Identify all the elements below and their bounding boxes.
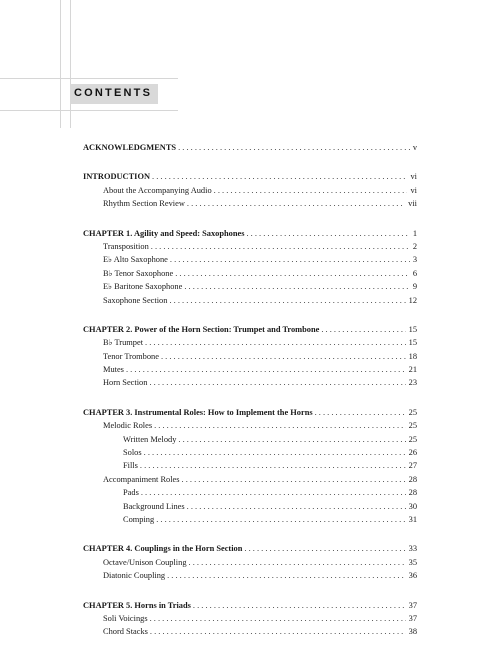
margin-rule-bottom <box>0 110 178 111</box>
toc-entry-page: 18 <box>408 351 417 361</box>
margin-rule-right <box>70 0 71 128</box>
toc-entry-title: Written Melody <box>123 434 177 444</box>
dot-leader <box>154 419 406 432</box>
toc-section <box>83 406 417 527</box>
toc-entry-page: 25 <box>408 407 417 417</box>
toc-entry-page: 6 <box>412 268 417 278</box>
toc-entry[interactable] <box>83 350 417 363</box>
dot-leader <box>193 599 406 612</box>
toc-entry-page: vii <box>408 199 417 209</box>
toc-entry-title: Transposition <box>103 241 149 251</box>
toc-chapter-entry[interactable] <box>83 406 417 419</box>
toc-entry-title: INTRODUCTION <box>83 172 151 182</box>
toc-entry-title: Fills <box>123 461 138 471</box>
toc-entry-title: Rhythm Section Review <box>103 199 185 209</box>
toc-entry[interactable] <box>83 446 417 459</box>
toc-entry[interactable] <box>83 240 417 253</box>
toc-entry-title: CHAPTER 2. Power of the Horn Section: Trumpet and Trombone <box>83 324 320 334</box>
toc-entry-page: 25 <box>408 421 417 431</box>
margin-rule-left <box>60 0 61 128</box>
toc-entry[interactable] <box>83 267 417 280</box>
toc-entry-page: 23 <box>408 378 417 388</box>
toc-entry-page: 31 <box>408 514 417 524</box>
toc-section <box>83 170 417 210</box>
toc-entry[interactable] <box>83 336 417 349</box>
toc-entry-page: 35 <box>408 557 417 567</box>
toc-entry-title: CHAPTER 3. Instrumental Roles: How to Implement the Horns <box>83 407 313 417</box>
toc-entry-page: 37 <box>408 613 417 623</box>
dot-leader <box>126 363 406 376</box>
toc-entry-title: B♭ Tenor Saxophone <box>103 268 174 278</box>
dot-leader <box>141 486 406 499</box>
toc-entry-page: 3 <box>412 255 417 265</box>
toc-entry-title: Solos <box>123 448 142 458</box>
toc-entry-title: E♭ Baritone Saxophone <box>103 282 183 292</box>
toc-entry[interactable] <box>83 612 417 625</box>
dot-leader <box>244 542 405 555</box>
toc-entry-title: Soli Voicings <box>103 613 148 623</box>
dot-leader <box>144 446 406 459</box>
toc-entry[interactable] <box>83 625 417 638</box>
toc-entry-page: 33 <box>408 544 417 554</box>
dot-leader <box>145 336 406 349</box>
toc-entry-page: 28 <box>408 474 417 484</box>
toc-entry-title: Melodic Roles <box>103 421 153 431</box>
toc-chapter-entry[interactable] <box>83 227 417 240</box>
toc-entry-page: 28 <box>408 488 417 498</box>
toc-chapter-entry[interactable] <box>83 542 417 555</box>
toc-chapter-entry[interactable] <box>83 141 417 154</box>
toc-section <box>83 141 417 154</box>
toc-entry[interactable] <box>83 513 417 526</box>
toc-entry-page: 26 <box>408 448 417 458</box>
toc-entry-page: 27 <box>408 461 417 471</box>
toc-entry-title: CHAPTER 5. Horns in Triads <box>83 600 191 610</box>
toc-entry-page: 9 <box>412 282 417 292</box>
toc-entry-page: 30 <box>408 501 417 511</box>
toc-entry[interactable] <box>83 253 417 266</box>
toc-entry-page: 1 <box>412 228 417 238</box>
toc-entry-title: Saxophone Section <box>103 295 168 305</box>
toc-entry-title: Diatonic Coupling <box>103 571 166 581</box>
toc-entry-title: Mutes <box>103 365 124 375</box>
toc-entry-title: Accompaniment Roles <box>103 474 180 484</box>
toc-chapter-entry[interactable] <box>83 323 417 336</box>
toc-entry-page: 15 <box>408 338 417 348</box>
toc-entry-title: About the Accompanying Audio <box>103 185 212 195</box>
toc-entry-page: vi <box>410 172 417 182</box>
dot-leader <box>178 141 410 154</box>
dot-leader <box>315 406 406 419</box>
toc-entry-title: B♭ Trumpet <box>103 338 144 348</box>
dot-leader <box>178 433 405 446</box>
dot-leader <box>151 240 410 253</box>
toc-entry-page: 38 <box>408 627 417 637</box>
toc-entry[interactable] <box>83 419 417 432</box>
margin-rule-top <box>0 78 178 79</box>
toc-entry-title: Pads <box>123 488 139 498</box>
dot-leader <box>321 323 405 336</box>
toc-section <box>83 542 417 582</box>
dot-leader <box>167 569 406 582</box>
toc-chapter-entry[interactable] <box>83 599 417 612</box>
dot-leader <box>187 500 406 513</box>
toc-entry-page: v <box>412 143 417 152</box>
dot-leader <box>149 376 405 389</box>
toc-entry-title: CHAPTER 4. Couplings in the Horn Section <box>83 544 243 554</box>
dot-leader <box>246 227 409 240</box>
dot-leader <box>175 267 410 280</box>
dot-leader <box>150 612 406 625</box>
toc-entry-title: E♭ Alto Saxophone <box>103 255 168 265</box>
dot-leader <box>182 473 406 486</box>
toc-entry[interactable] <box>83 184 417 197</box>
toc-entry[interactable] <box>83 569 417 582</box>
dot-leader <box>187 197 405 210</box>
toc-entry-page: 21 <box>408 365 417 375</box>
toc-entry[interactable] <box>83 459 417 472</box>
toc-entry[interactable] <box>83 280 417 293</box>
toc-entry-page: 15 <box>408 324 417 334</box>
toc-entry-page: 25 <box>408 434 417 444</box>
dot-leader <box>184 280 410 293</box>
toc-entry-page: 37 <box>408 600 417 610</box>
toc-entry-title: Octave/Unison Coupling <box>103 557 187 567</box>
toc-entry-title: ACKNOWLEDGMENTS <box>83 143 177 152</box>
dot-leader <box>152 170 407 183</box>
dot-leader <box>189 556 406 569</box>
toc-entry-title: Background Lines <box>123 501 185 511</box>
dot-leader <box>169 294 405 307</box>
toc-entry[interactable] <box>83 473 417 486</box>
toc-entry[interactable] <box>83 433 417 446</box>
toc-entry-title: Comping <box>123 514 155 524</box>
toc-entry[interactable] <box>83 363 417 376</box>
toc-entry-page: 12 <box>408 295 417 305</box>
toc-section <box>83 599 417 639</box>
toc-entry-title: Tenor Trombone <box>103 351 159 361</box>
contents-heading: CONTENTS <box>74 87 153 99</box>
dot-leader <box>161 350 406 363</box>
dot-leader <box>140 459 406 472</box>
toc-entry[interactable] <box>83 376 417 389</box>
toc-entry[interactable] <box>83 294 417 307</box>
dot-leader <box>214 184 408 197</box>
toc-entry-title: CHAPTER 1. Agility and Speed: Saxophones <box>83 228 245 238</box>
dot-leader <box>150 625 406 638</box>
dot-leader <box>156 513 405 526</box>
toc-entry[interactable] <box>83 197 417 210</box>
toc-entry-title: Horn Section <box>103 378 148 388</box>
toc-entry[interactable] <box>83 486 417 499</box>
dot-leader <box>170 253 410 266</box>
toc-section <box>83 323 417 390</box>
toc-entry-page: vi <box>410 185 417 195</box>
toc-entry-page: 36 <box>408 571 417 581</box>
toc-entry-page: 2 <box>412 241 417 251</box>
toc-chapter-entry[interactable] <box>83 170 417 183</box>
toc-section <box>83 227 417 307</box>
toc-entry[interactable] <box>83 500 417 513</box>
table-of-contents <box>83 141 417 655</box>
toc-entry[interactable] <box>83 556 417 569</box>
toc-entry-title: Chord Stacks <box>103 627 148 637</box>
